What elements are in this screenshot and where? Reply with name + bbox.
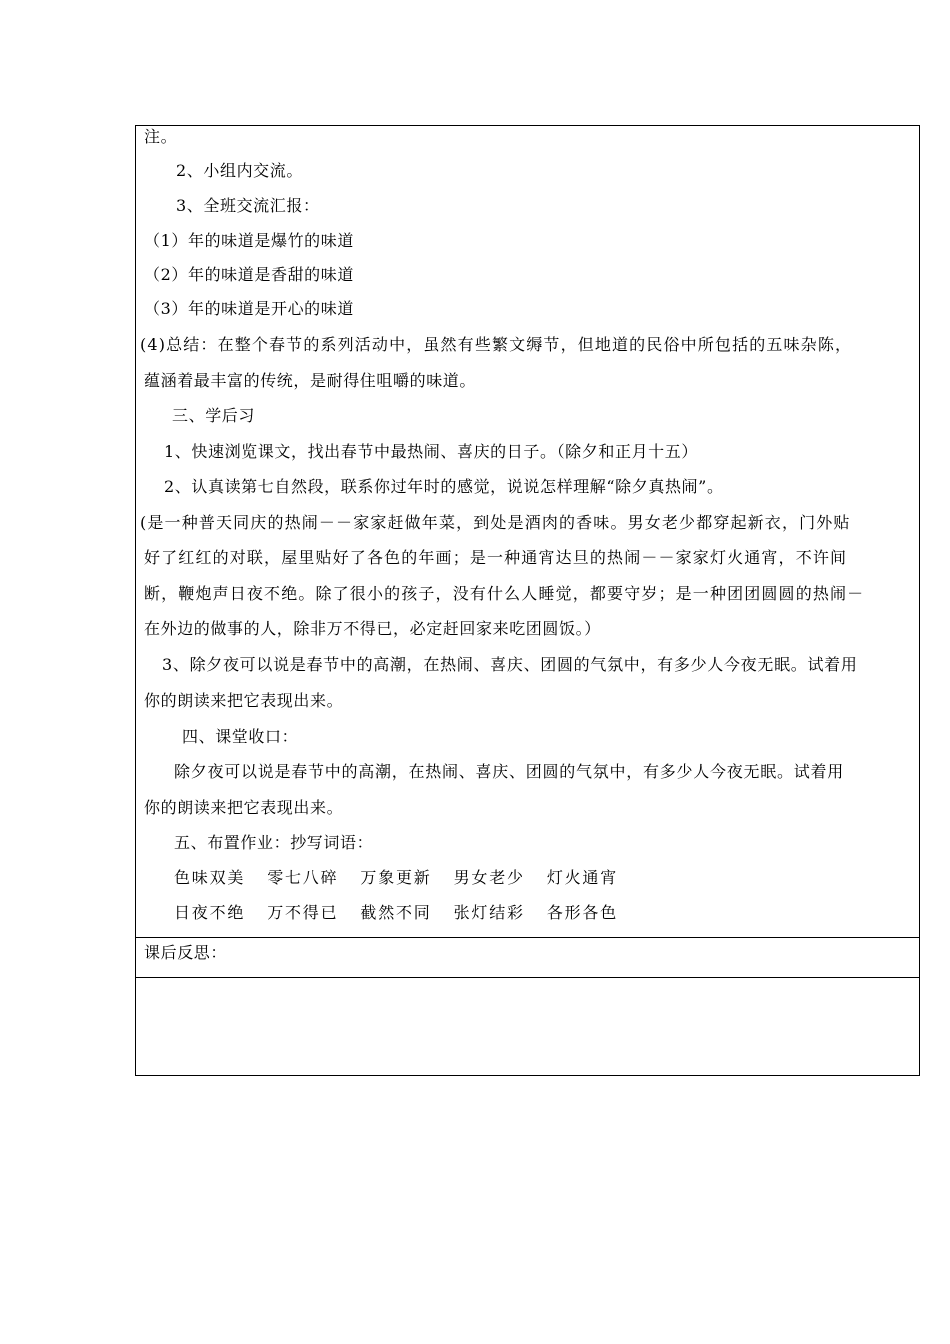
text-line: 蕴涵着最丰富的传统，是耐得住咀嚼的味道。	[144, 371, 477, 390]
text-line: 断，鞭炮声日夜不绝。除了很小的孩子，没有什么人睡觉，都要守岁；是一种团团圆圆的热闹－	[144, 584, 865, 603]
text-line: (是一种普天同庆的热闹－－家家赶做年菜，到处是酒肉的香味。男女老少都穿起新衣，门外贴	[140, 513, 851, 532]
vocab-word: 日夜不绝	[174, 903, 246, 922]
text-line: 除夕夜可以说是春节中的高潮，在热闹、喜庆、团圆的气氛中，有多少人今夜无眠。试着用	[174, 762, 845, 781]
text-line: （3）年的味道是开心的味道	[144, 299, 354, 318]
text-line: 2、小组内交流。	[176, 161, 303, 180]
lesson-plan-table	[135, 125, 920, 1076]
vocab-word: 各形各色	[546, 903, 619, 922]
reflection-label: 课后反思：	[144, 943, 228, 962]
text-line: 你的朗读来把它表现出来。	[144, 798, 344, 817]
lesson-content-cell	[136, 126, 919, 938]
text-line: 你的朗读来把它表现出来。	[144, 691, 344, 710]
vocab-word: 万不得已	[267, 903, 339, 922]
text-line: （1）年的味道是爆竹的味道	[144, 231, 354, 250]
text-line: (4)总结：在整个春节的系列活动中，虽然有些繁文缛节，但地道的民俗中所包括的五味杂陈，	[140, 335, 853, 354]
reflection-content-cell	[136, 978, 919, 1075]
vocab-word: 色味双美	[174, 868, 246, 887]
text-line: （2）年的味道是香甜的味道	[144, 265, 354, 284]
reflection-label-cell	[136, 938, 919, 978]
text-line: 3、全班交流汇报：	[176, 196, 320, 215]
section-heading: 四、课堂收口：	[182, 727, 299, 746]
vocab-word: 万象更新	[360, 868, 432, 887]
vocab-word: 男女老少	[453, 868, 525, 887]
text-line: 1、快速浏览课文，找出春节中最热闹、喜庆的日子。（除夕和正月十五）	[164, 442, 698, 461]
section-heading: 五、布置作业：抄写词语：	[174, 833, 374, 852]
text-line: 好了红红的对联，屋里贴好了各色的年画；是一种通宵达旦的热闹－－家家灯火通宵，不许间	[144, 548, 848, 567]
vocab-word: 灯火通宵	[546, 868, 619, 887]
vocab-row	[174, 868, 640, 888]
text-line: 3、除夕夜可以说是春节中的高潮，在热闹、喜庆、团圆的气氛中，有多少人今夜无眠。试着用	[162, 655, 858, 674]
vocab-row	[174, 903, 640, 923]
vocab-word: 零七八碎	[267, 868, 339, 887]
vocab-word: 张灯结彩	[453, 903, 525, 922]
section-heading: 三、学后习	[172, 406, 256, 425]
text-line: 2、认真读第七自然段，联系你过年时的感觉，说说怎样理解“除夕真热闹”。	[164, 477, 724, 496]
vocab-word: 截然不同	[360, 903, 432, 922]
text-line: 在外边的做事的人，除非万不得已，必定赶回家来吃团圆饭。）	[144, 619, 601, 638]
text-line: 注。	[144, 127, 178, 146]
